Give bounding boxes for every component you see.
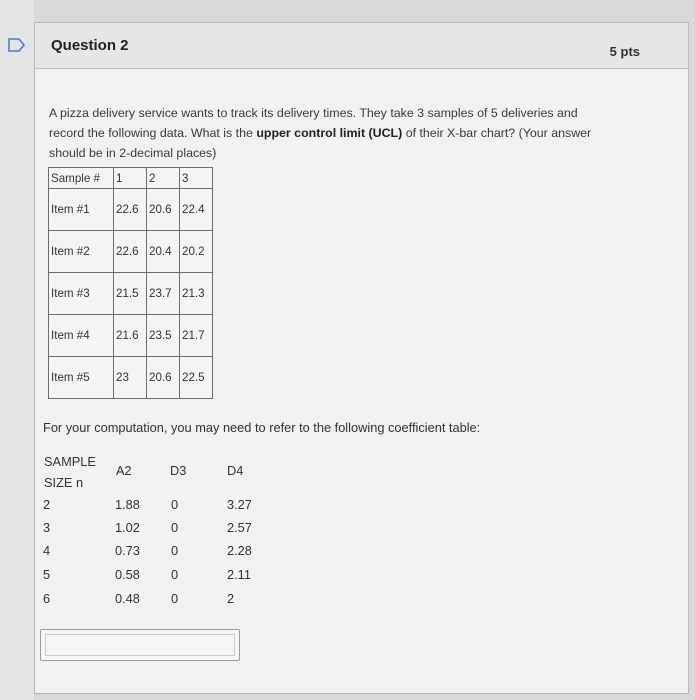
- table-cell: 23.7: [147, 273, 180, 315]
- table-cell: 20.4: [147, 231, 180, 273]
- question-nav-strip: [0, 0, 34, 700]
- table-row: [49, 273, 213, 315]
- answer-input[interactable]: [40, 629, 240, 661]
- coef-row: [35, 497, 435, 517]
- question-points: 5 pts: [609, 44, 640, 59]
- table-cell: 21.3: [180, 273, 213, 315]
- prompt-line: A pizza delivery service wants to track its delivery times. They take 3 samples of 5 deliveries and: [49, 106, 578, 120]
- coef-header-d4: D4: [227, 463, 244, 478]
- coef-d4: 2.28: [227, 543, 252, 558]
- coefficient-intro: For your computation, you may need to refer to the following coefficient table:: [43, 420, 481, 435]
- table-cell: 21.5: [114, 273, 147, 315]
- table-header-cell: 1: [114, 168, 147, 189]
- coef-a2: 1.02: [115, 520, 140, 535]
- coef-n: 5: [43, 567, 51, 582]
- table-cell: 23.5: [147, 315, 180, 357]
- coef-n: 4: [43, 543, 51, 558]
- coef-header-sample-size: [44, 451, 114, 493]
- flag-icon[interactable]: [8, 37, 26, 53]
- coef-a2: 0.48: [115, 591, 140, 606]
- coef-header-line: SAMPLE: [44, 454, 96, 469]
- coef-d3: 0: [171, 591, 179, 606]
- coef-a2: 1.88: [115, 497, 140, 512]
- coef-d4: 2: [227, 591, 235, 606]
- coef-d3: 0: [171, 520, 179, 535]
- coef-d3: 0: [171, 567, 179, 582]
- table-header-cell: 3: [180, 168, 213, 189]
- table-cell: 22.5: [180, 357, 213, 399]
- question-title: Question 2: [51, 37, 129, 54]
- coef-n: 3: [43, 520, 51, 535]
- coef-a2: 0.73: [115, 543, 140, 558]
- question-card: [34, 22, 689, 694]
- coef-row: [35, 567, 435, 587]
- coef-header-a2: A2: [116, 463, 132, 478]
- coef-d4: 2.11: [227, 567, 251, 582]
- row-label: Item #1: [49, 189, 114, 231]
- prompt-line: should be in 2-decimal places): [49, 146, 217, 160]
- table-row: [49, 231, 213, 273]
- table-cell: 22.6: [114, 231, 147, 273]
- coef-row: [35, 520, 435, 540]
- table-row: [49, 315, 213, 357]
- answer-input-field[interactable]: [45, 634, 235, 656]
- prompt-bold-ucl: upper control limit (UCL): [256, 126, 403, 140]
- table-cell: 20.6: [147, 357, 180, 399]
- row-label: Item #5: [49, 357, 114, 399]
- coef-row: [35, 543, 435, 563]
- table-header-cell: 2: [147, 168, 180, 189]
- coef-d3: 0: [171, 543, 179, 558]
- coef-a2: 0.58: [115, 567, 140, 582]
- prompt-line: [49, 123, 639, 143]
- coef-n: 6: [43, 591, 51, 606]
- coef-d4: 3.27: [227, 497, 252, 512]
- samples-table: [48, 167, 213, 399]
- row-label: Item #3: [49, 273, 114, 315]
- table-cell: 22.4: [180, 189, 213, 231]
- table-cell: 20.2: [180, 231, 213, 273]
- table-cell: 21.6: [114, 315, 147, 357]
- row-label: Item #4: [49, 315, 114, 357]
- prompt-text: record the following data. What is the: [49, 126, 257, 140]
- table-cell: 22.6: [114, 189, 147, 231]
- coef-d4: 2.57: [227, 520, 252, 535]
- coef-header-line: SIZE n: [44, 475, 84, 490]
- coef-header-d3: D3: [170, 463, 187, 478]
- question-header: [35, 23, 688, 69]
- prompt-text: of their X-bar chart? (Your answer: [402, 126, 592, 140]
- table-row: [49, 189, 213, 231]
- coef-n: 2: [43, 497, 51, 512]
- table-cell: 21.7: [180, 315, 213, 357]
- coef-d3: 0: [171, 497, 179, 512]
- coef-row: [35, 591, 435, 611]
- row-label: Item #2: [49, 231, 114, 273]
- table-cell: 20.6: [147, 189, 180, 231]
- table-cell: 23: [114, 357, 147, 399]
- table-row: [49, 357, 213, 399]
- table-header-row: [49, 168, 213, 189]
- question-prompt: [49, 103, 639, 163]
- table-header-cell: Sample #: [49, 168, 114, 189]
